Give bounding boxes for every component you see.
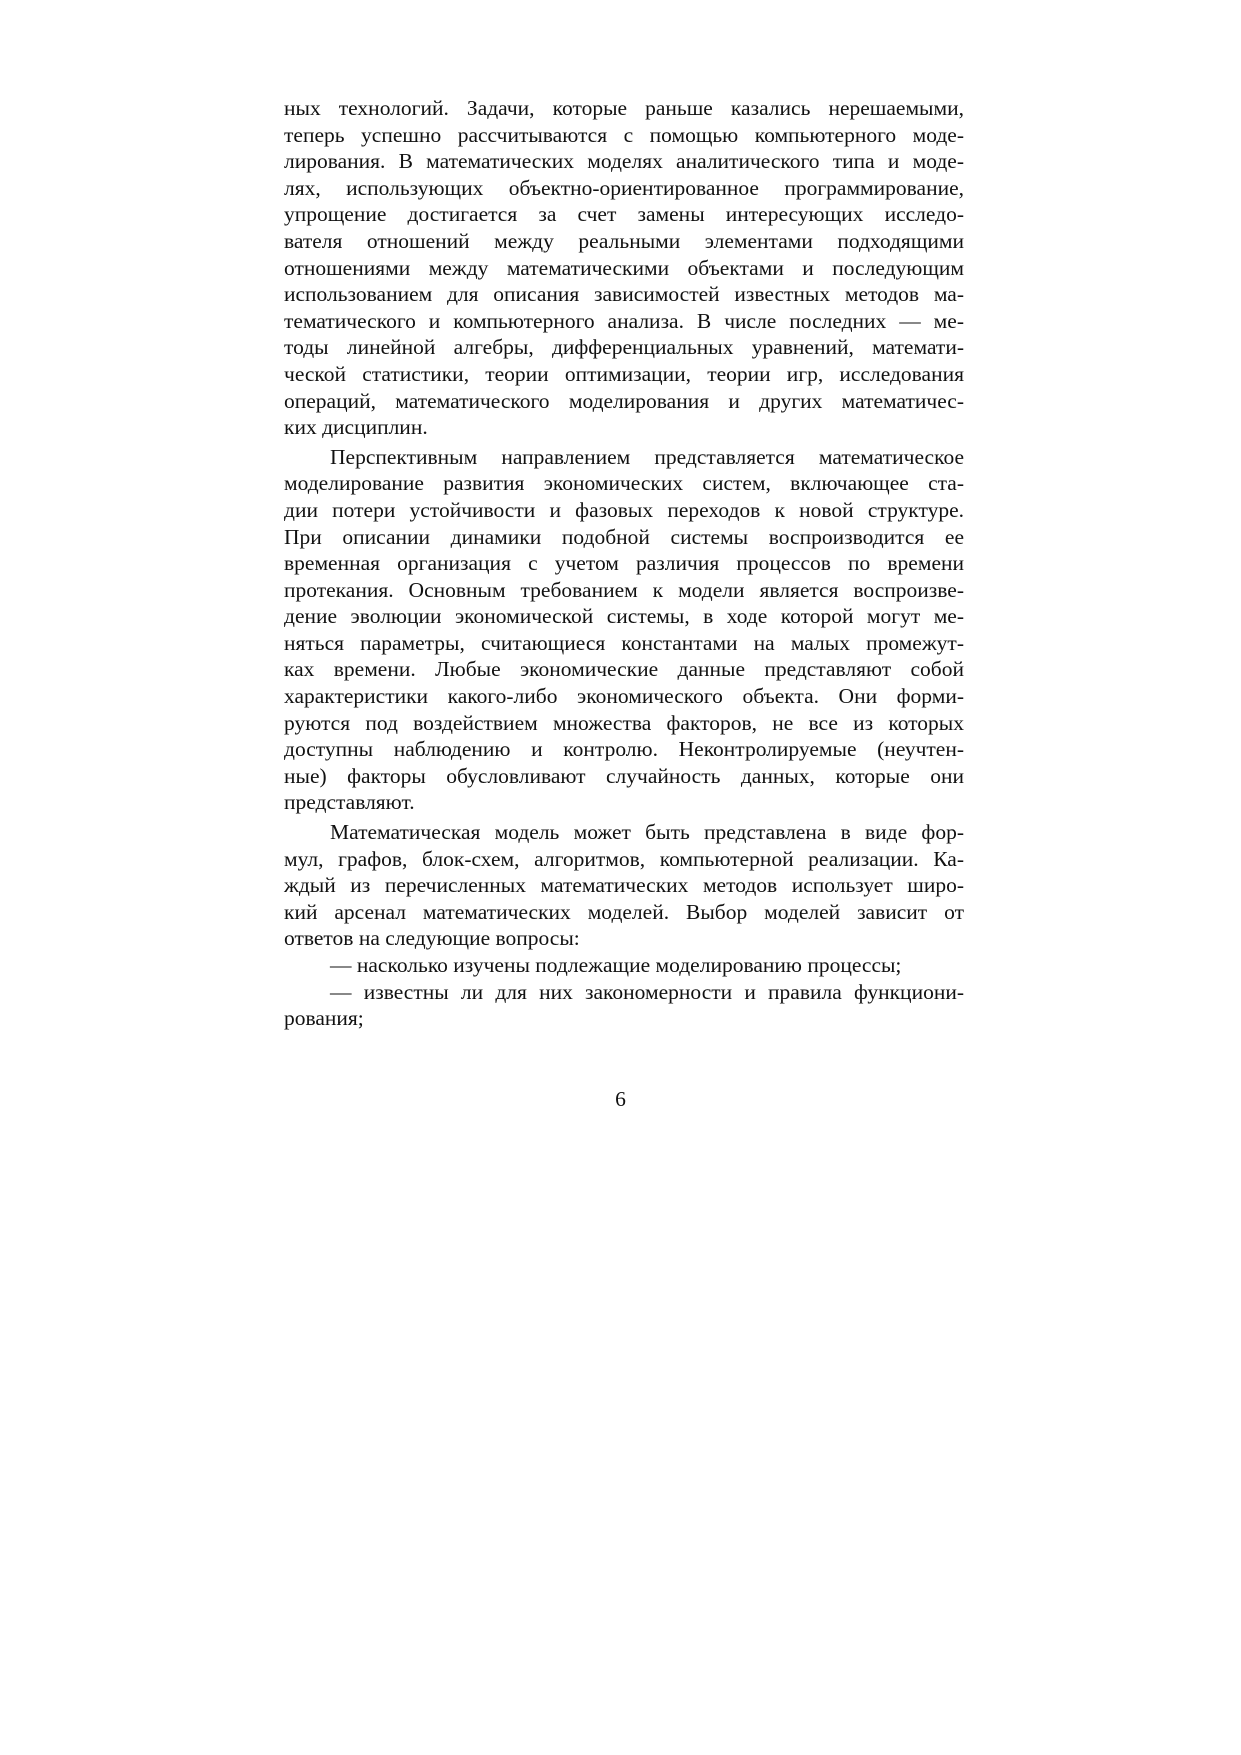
paragraph (284, 819, 964, 952)
text-line: отношениями между математическими объектами и последующим (284, 255, 964, 280)
text-line: ные) факторы обусловливают случайность данных, которые они (284, 763, 964, 788)
paragraph (284, 979, 964, 1032)
text-line: няться параметры, считающиеся константами на малых промежут- (284, 630, 964, 655)
paragraph (284, 95, 964, 441)
body-text (284, 95, 964, 1032)
text-line: характеристики какого-либо экономического объекта. Они форми- (284, 684, 964, 709)
text-line: операций, математического моделирования и других математичес- (284, 388, 964, 413)
text-line: ждый из перечисленных математических методов использует широ- (284, 873, 964, 898)
text-line: вателя отношений между реальными элементами подходящими (284, 228, 964, 253)
text-line: — известны ли для них закономерности и правила функциони- (330, 979, 964, 1004)
text-line: тематического и компьютерного анализа. В числе последних — ме- (284, 308, 964, 333)
text-line: использованием для описания зависимостей известных методов ма- (284, 282, 964, 307)
paragraph (284, 952, 964, 979)
text-line: ческой статистики, теории оптимизации, теории игр, исследования (284, 361, 964, 386)
text-line: дии потери устойчивости и фазовых переходов к новой структуре. (284, 497, 964, 522)
text-line: Перспективным направлением представляется математическое (330, 444, 964, 469)
text-line: ных технологий. Задачи, которые раньше казались нерешаемыми, (284, 96, 964, 120)
text-line: лирования. В математических моделях аналитического типа и моде- (284, 149, 964, 174)
text-line: рования; (284, 1006, 364, 1031)
text-line: протекания. Основным требованием к модели является воспроизве- (284, 577, 964, 602)
text-line: лях, использующих объектно-ориентированное программирование, (284, 175, 964, 200)
text-line: теперь успешно рассчитываются с помощью компьютерного моде- (284, 122, 964, 147)
text-line: — насколько изучены подлежащие моделированию процессы; (330, 953, 902, 977)
text-line: доступны наблюдению и контролю. Неконтролируемые (неучтен- (284, 737, 964, 762)
text-line: ких дисциплин. (284, 415, 428, 440)
text-line: ответов на следующие вопросы: (284, 926, 580, 951)
text-line: дение эволюции экономической системы, в ходе которой могут ме- (284, 604, 964, 629)
page-number: 6 (615, 1087, 626, 1111)
text-line: кий арсенал математических моделей. Выбор моделей зависит от (284, 899, 964, 924)
text-line: временная организация с учетом различия процессов по времени (284, 551, 964, 576)
text-line: тоды линейной алгебры, дифференциальных уравнений, математи- (284, 335, 964, 360)
text-line: руются под воздействием множества факторов, не все из которых (284, 710, 964, 735)
paragraph (284, 444, 964, 816)
text-line: При описании динамики подобной системы воспроизводится ее (284, 524, 964, 549)
text-line: представляют. (284, 790, 415, 815)
text-line: моделирование развития экономических систем, включающее ста- (284, 471, 964, 496)
text-line: Математическая модель может быть представлена в виде фор- (330, 820, 964, 845)
text-line: упрощение достигается за счет замены интересующих исследо- (284, 202, 964, 227)
text-line: ках времени. Любые экономические данные представляют собой (284, 657, 964, 682)
text-line: мул, графов, блок-схем, алгоритмов, компьютерной реализации. Ка- (284, 846, 964, 871)
